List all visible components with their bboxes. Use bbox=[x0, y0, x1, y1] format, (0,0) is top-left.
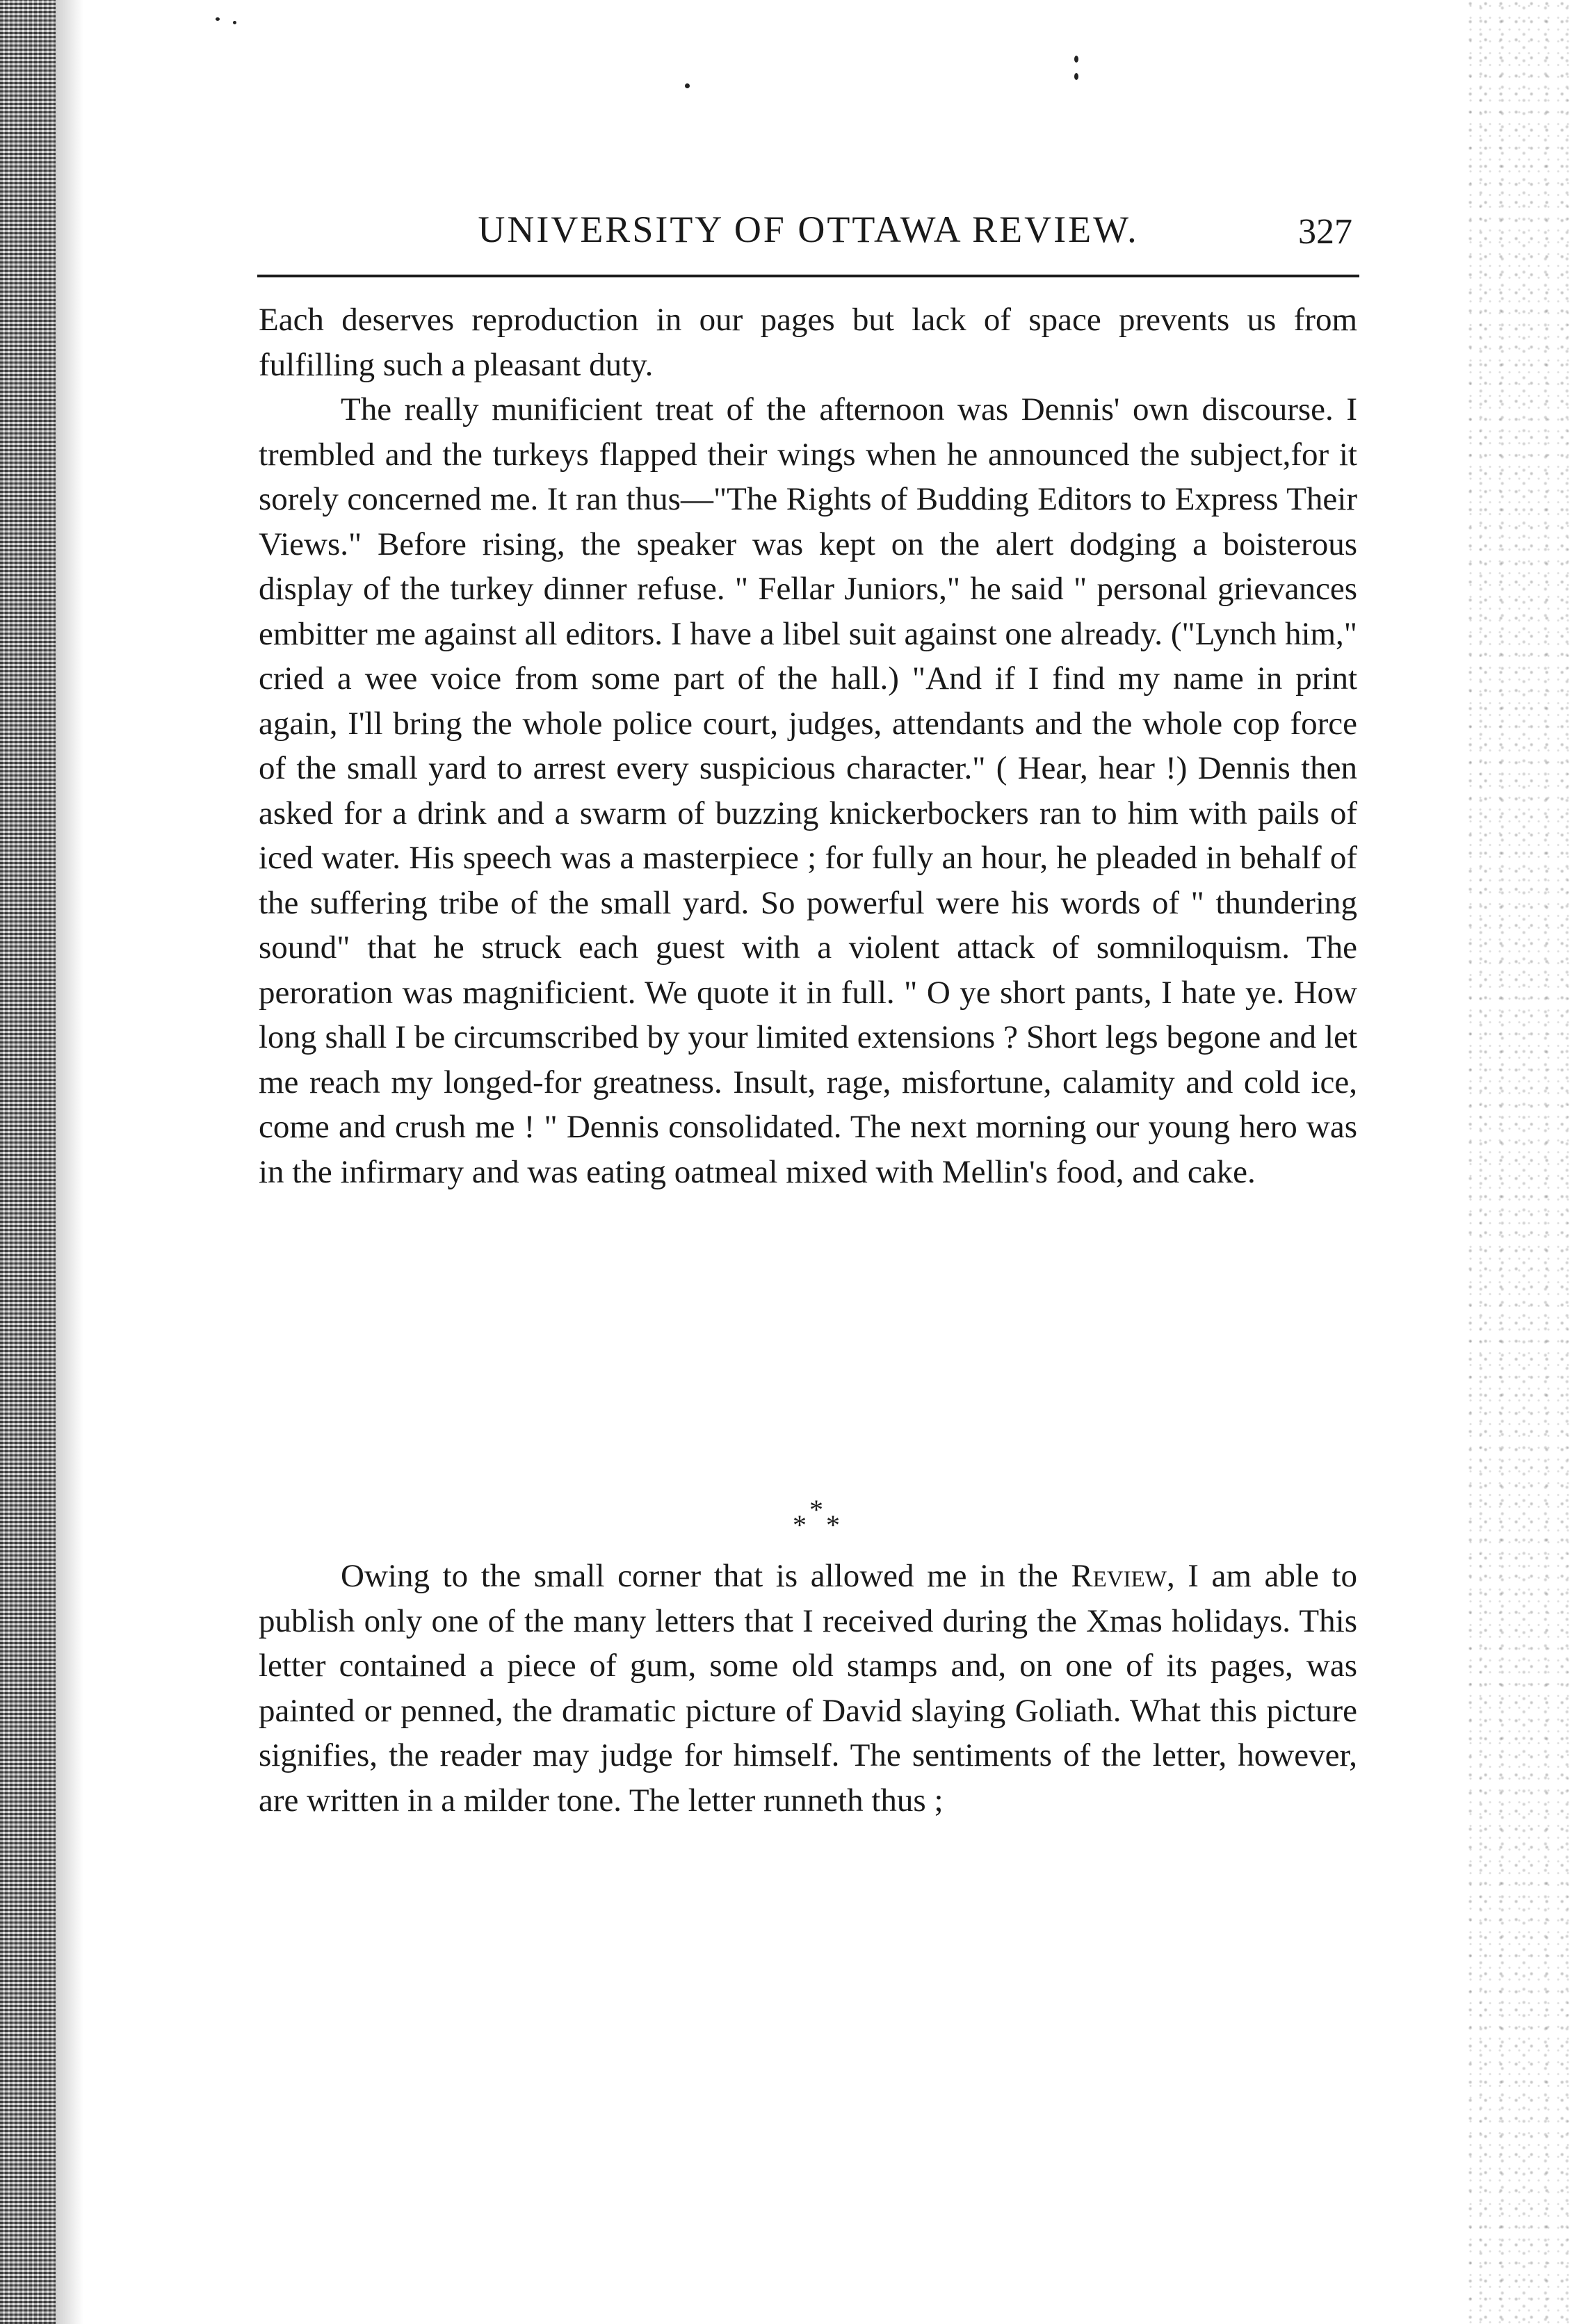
scan-speck bbox=[216, 17, 220, 21]
paragraph-dennis-discourse: The really munificient treat of the afternoon was Dennis' own discourse. I trembled and the turkeys flapped their wings when he announced the subject,for it sorely concerned me. It ran thus—"The Rights of Budding Editors to Express Their Views." Before rising, the speaker was kept on the alert dodging a boisterous display of the turkey dinner refuse. " Fellar Juniors," he said " personal grievances embitter me against all editors. I have a libel suit against one already. ("Lynch him," cried a wee voice from some part of the hall.) "And if I find my name in print again, I'll bring the whole police court, judges, attendants and the whole cop force of the small yard to arrest every suspicious character." ( Hear, hear !) Dennis then asked for a drink and a swarm of buzzing knickerbockers ran to him with pails of iced water. His speech was a masterpiece ; for fully an hour, he pleaded in behalf of the suffering tribe of the small yard. So powerful were his words of " thundering sound" that he struck each guest with a violent attack of somniloquism. The peroration was magnificient. We quote it in full. " O ye short pants, I hate ye. How long shall I be circumscribed by your limited extensions ? Short legs begone and let me reach my longed-for greatness. Insult, rage, misfortune, calamity and cold ice, come and crush me ! " Dennis consolidated. The next morning our young hero was in the infirmary and was eating oatmeal mixed with Mellin's food, and cake. bbox=[259, 391, 1357, 1190]
scan-speck bbox=[1074, 73, 1078, 80]
paragraph-text: , I am able to publish only one of the many letters that I received during the Xmas holidays. This letter contained a piece of gum, some old stamps and, on one of its pages, was painted or penned, the dramatic picture of David slaying Goliath. What this picture signifies, the reader may judge for himself. The sentiments of the letter, however, are written in a milder tone. The letter runneth thus ; bbox=[259, 1558, 1357, 1819]
letter-intro-text bbox=[259, 1554, 1357, 1823]
header-rule bbox=[257, 275, 1359, 277]
running-title: UNIVERSITY OF OTTAWA REVIEW. bbox=[478, 209, 1139, 250]
binding-shadow bbox=[56, 0, 83, 2324]
scanned-binding-edge bbox=[0, 0, 56, 2324]
paragraph-continuation: Each deserves reproduction in our pages but lack of space prevents us from fulfilling such a pleasant duty. bbox=[259, 302, 1357, 383]
asterism-star: * bbox=[809, 1494, 823, 1525]
section-asterism bbox=[786, 1496, 855, 1545]
page-number: 327 bbox=[1298, 212, 1352, 252]
scan-speck bbox=[233, 21, 236, 24]
scan-speck bbox=[685, 83, 690, 88]
page-header bbox=[257, 202, 1359, 264]
asterism-star: * bbox=[826, 1509, 840, 1541]
main-text bbox=[259, 298, 1357, 1194]
scan-speck bbox=[1074, 56, 1078, 63]
paragraph-letter-intro bbox=[259, 1554, 1357, 1823]
scanned-right-edge bbox=[1466, 0, 1570, 2324]
review-small-caps: Review bbox=[1071, 1558, 1167, 1594]
asterism-star: * bbox=[793, 1509, 807, 1541]
paragraph-text: Owing to the small corner that is allowed me in the bbox=[341, 1558, 1071, 1594]
